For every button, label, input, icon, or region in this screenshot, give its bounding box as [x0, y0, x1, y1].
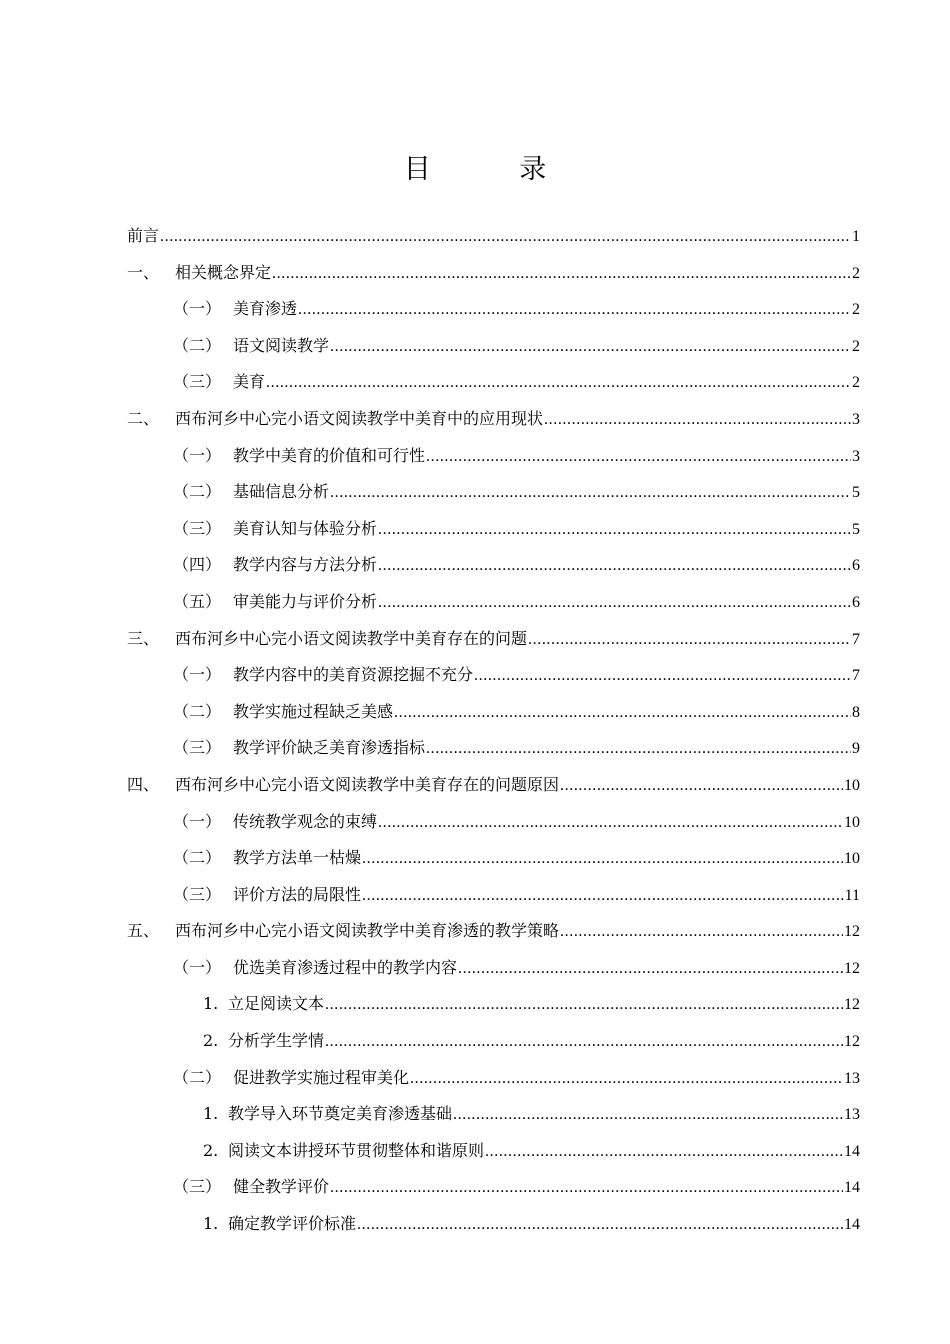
toc-entry-label: 评价方法的局限性 [233, 884, 362, 904]
toc-dot-leader [272, 256, 851, 293]
toc-entry-number: 三、 [127, 628, 160, 648]
toc-entry-number: （三） [173, 372, 222, 392]
toc-entry-label: 审美能力与评价分析 [233, 591, 378, 611]
toc-entry[interactable] [127, 255, 860, 292]
toc-dot-leader [458, 951, 843, 988]
toc-entry-number: （一） [173, 445, 222, 465]
toc-entry[interactable] [127, 767, 860, 804]
toc-page-number: 9 [852, 740, 860, 758]
toc-dot-leader [544, 402, 851, 439]
toc-dot-leader [330, 1170, 843, 1207]
toc-page-number: 6 [852, 593, 860, 611]
toc-page-number: 2 [852, 337, 860, 355]
toc-page-number: 14 [844, 1142, 860, 1160]
toc-entry-label: 前言 [127, 226, 160, 245]
toc-entry[interactable] [127, 584, 860, 621]
toc-dot-leader [325, 1024, 843, 1061]
toc-entry-number: 2. [203, 1031, 219, 1051]
toc-entry-label: 教学中美育的价值和可行性 [233, 445, 426, 465]
toc-page-number: 3 [852, 447, 860, 465]
toc-entry-number: （三） [173, 884, 222, 904]
toc-dot-leader [560, 914, 843, 951]
toc-page-number: 7 [852, 667, 860, 685]
toc-entry[interactable] [127, 218, 860, 255]
toc-entry-label: 教学内容与方法分析 [233, 555, 378, 575]
toc-entry-label: 美育渗透 [233, 299, 298, 319]
toc-entry[interactable] [127, 1169, 860, 1206]
toc-entry[interactable] [127, 291, 860, 328]
toc-entry-number: 一、 [127, 262, 160, 282]
toc-entry-label: 教学方法单一枯燥 [233, 848, 362, 868]
toc-entry-number: 1. [203, 1214, 219, 1234]
toc-page-number: 10 [844, 776, 860, 794]
toc-page-number: 6 [852, 557, 860, 575]
toc-entry[interactable] [127, 474, 860, 511]
toc-entry-label: 相关概念界定 [175, 262, 272, 282]
toc-entry[interactable] [127, 547, 860, 584]
toc-entry-number: 1. [203, 1104, 219, 1124]
toc-entry-label: 健全教学评价 [233, 1177, 330, 1197]
toc-entry[interactable] [127, 1023, 860, 1060]
toc-entry-label: 确定教学评价标准 [228, 1214, 357, 1234]
toc-page-number: 10 [844, 850, 860, 868]
toc-entry-label: 西布河乡中心完小语文阅读教学中美育存在的问题原因 [175, 774, 560, 794]
toc-dot-leader [378, 548, 851, 585]
toc-dot-leader [330, 475, 851, 512]
toc-entry[interactable] [127, 438, 860, 475]
toc-dot-leader [298, 292, 851, 329]
toc-page-number: 5 [852, 520, 860, 538]
toc-entry-label: 语文阅读教学 [233, 335, 330, 355]
toc-entry[interactable] [127, 621, 860, 658]
toc-page-number: 2 [852, 374, 860, 392]
toc-entry-number: 1. [203, 994, 219, 1014]
toc-entry-number: （五） [173, 591, 222, 611]
toc-entry[interactable] [127, 694, 860, 731]
toc-entry-label: 立足阅读文本 [228, 994, 325, 1014]
toc-page-number: 12 [844, 996, 860, 1014]
table-of-contents [127, 218, 860, 1243]
toc-entry[interactable] [127, 657, 860, 694]
toc-entry-label: 教学内容中的美育资源挖掘不充分 [233, 665, 474, 685]
toc-entry[interactable] [127, 511, 860, 548]
toc-page-number: 14 [844, 1179, 860, 1197]
toc-dot-leader [378, 585, 851, 622]
toc-entry[interactable] [127, 328, 860, 365]
toc-entry[interactable] [127, 1133, 860, 1170]
toc-entry[interactable] [127, 950, 860, 987]
toc-dot-leader [378, 512, 851, 549]
toc-entry-number: （一） [173, 299, 222, 319]
toc-dot-leader [453, 1097, 843, 1134]
toc-dot-leader [528, 622, 851, 659]
toc-dot-leader [362, 878, 844, 915]
toc-entry[interactable] [127, 730, 860, 767]
toc-entry-label: 西布河乡中心完小语文阅读教学中美育存在的问题 [175, 628, 528, 648]
toc-dot-leader [325, 987, 843, 1024]
toc-entry-label: 优选美育渗透过程中的教学内容 [233, 957, 458, 977]
toc-entry[interactable] [127, 877, 860, 914]
toc-entry-label: 美育认知与体验分析 [233, 518, 378, 538]
toc-entry-label: 阅读文本讲授环节贯彻整体和谐原则 [228, 1140, 485, 1160]
toc-page-number: 12 [844, 923, 860, 941]
toc-entry-label: 基础信息分析 [233, 482, 330, 502]
toc-dot-leader [160, 219, 851, 256]
toc-entry-number: （二） [173, 848, 222, 868]
toc-entry-label: 分析学生学情 [228, 1031, 325, 1051]
toc-entry-label: 教学评价缺乏美育渗透指标 [233, 738, 426, 758]
toc-entry-number: （二） [173, 482, 222, 502]
toc-dot-leader [362, 841, 843, 878]
toc-page-number: 13 [844, 1106, 860, 1124]
toc-entry-label: 美育 [233, 372, 266, 392]
toc-entry-number: （一） [173, 957, 222, 977]
toc-entry-number: 四、 [127, 774, 160, 794]
toc-entry[interactable] [127, 1096, 860, 1133]
toc-dot-leader [560, 768, 843, 805]
toc-entry-label: 促进教学实施过程审美化 [233, 1067, 410, 1087]
toc-entry-number: （一） [173, 811, 222, 831]
toc-entry[interactable] [127, 364, 860, 401]
toc-entry-number: （二） [173, 335, 222, 355]
toc-entry-number: 2. [203, 1140, 219, 1160]
toc-page-number: 12 [844, 959, 860, 977]
toc-page-number: 2 [852, 301, 860, 319]
toc-entry-label: 教学实施过程缺乏美感 [233, 701, 394, 721]
toc-page-number: 10 [844, 813, 860, 831]
toc-dot-leader [426, 731, 851, 768]
toc-dot-leader [394, 695, 851, 732]
toc-page-number: 5 [852, 484, 860, 502]
toc-page-number: 14 [844, 1216, 860, 1234]
toc-entry-label: 西布河乡中心完小语文阅读教学中美育渗透的教学策略 [175, 921, 560, 941]
toc-entry[interactable] [127, 1206, 860, 1243]
toc-page-number: 7 [852, 630, 860, 648]
toc-entry-number: （四） [173, 555, 222, 575]
toc-entry-number: （三） [173, 1177, 222, 1197]
toc-dot-leader [410, 1061, 843, 1098]
toc-entry-number: （三） [173, 738, 222, 758]
toc-entry-label: 传统教学观念的束缚 [233, 811, 378, 831]
toc-entry-number: （二） [173, 701, 222, 721]
toc-dot-leader [266, 365, 851, 402]
toc-entry[interactable] [127, 401, 860, 438]
toc-entry-label: 教学导入环节奠定美育渗透基础 [228, 1104, 453, 1124]
toc-entry[interactable] [127, 1060, 860, 1097]
toc-page-number: 8 [852, 703, 860, 721]
toc-entry-number: （二） [173, 1067, 222, 1087]
toc-dot-leader [426, 439, 851, 476]
toc-entry-number: 二、 [127, 408, 160, 428]
toc-entry-number: （一） [173, 665, 222, 685]
toc-dot-leader [330, 329, 851, 366]
toc-page-number: 3 [852, 410, 860, 428]
toc-entry[interactable] [127, 804, 860, 841]
toc-entry-number: （三） [173, 518, 222, 538]
toc-entry[interactable] [127, 986, 860, 1023]
toc-page-number: 2 [852, 264, 860, 282]
toc-page-number: 13 [844, 1069, 860, 1087]
toc-dot-leader [474, 658, 851, 695]
toc-entry[interactable] [127, 840, 860, 877]
toc-entry-number: 五、 [127, 921, 160, 941]
toc-title: 目 录 [403, 154, 587, 185]
toc-entry[interactable] [127, 913, 860, 950]
toc-dot-leader [357, 1207, 843, 1244]
toc-page-number: 12 [844, 1033, 860, 1051]
toc-dot-leader [485, 1134, 843, 1171]
toc-dot-leader [378, 805, 843, 842]
toc-page-number: 11 [844, 886, 860, 904]
toc-page-number: 1 [852, 228, 860, 245]
toc-entry-label: 西布河乡中心完小语文阅读教学中美育中的应用现状 [175, 408, 544, 428]
